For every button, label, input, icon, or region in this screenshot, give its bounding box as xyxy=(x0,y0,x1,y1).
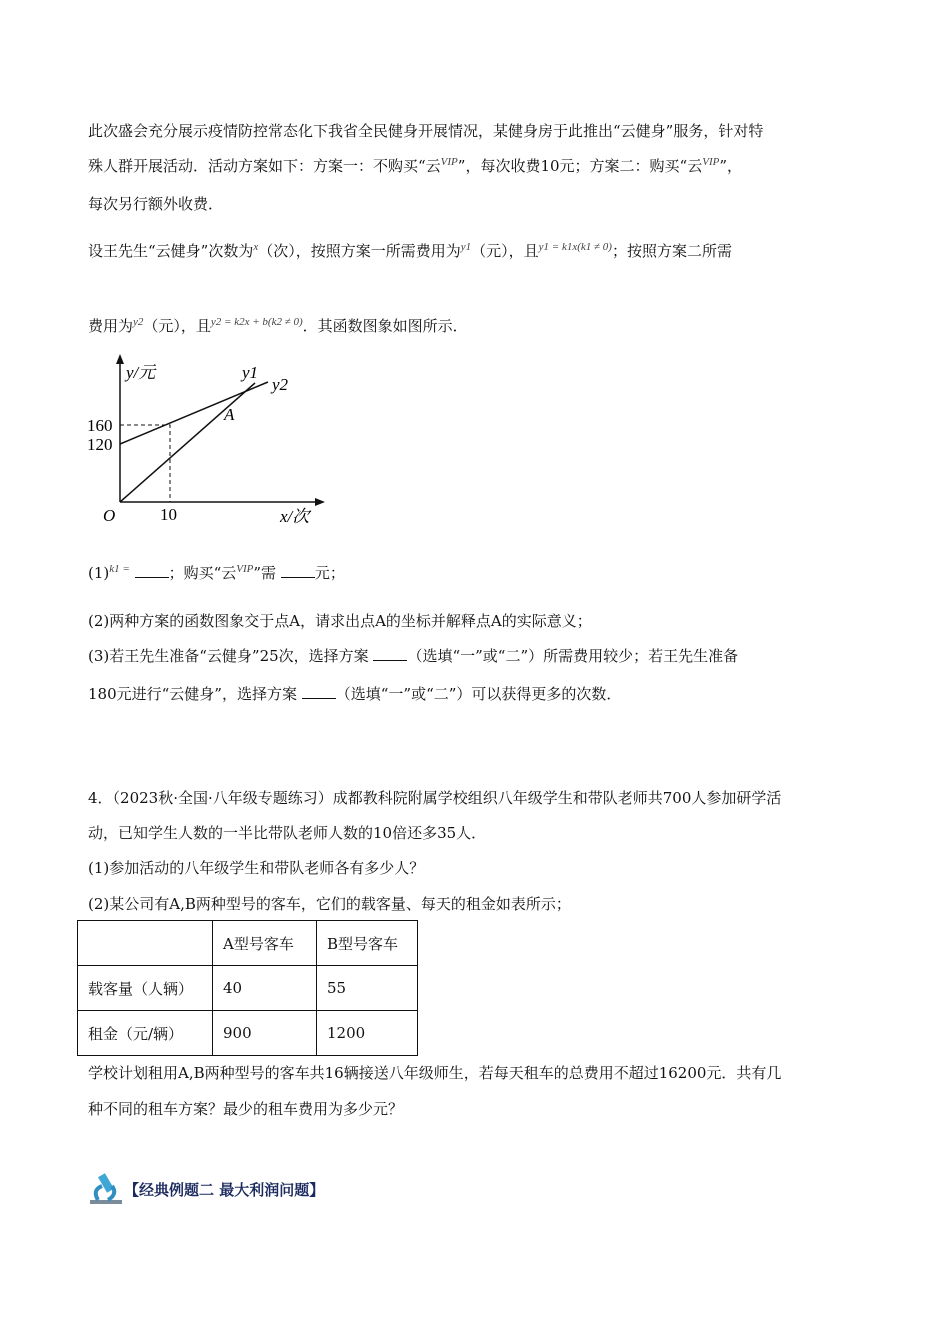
paragraph: (1)参加活动的八年级学生和带队老师各有多少人？ xyxy=(88,859,425,877)
origin-label: O xyxy=(103,506,116,525)
line-y1 xyxy=(120,383,255,502)
question-3: (3)若王先生准备“云健身”25次，选择方案 （选填“一”或“二”）所需费用较少；若王先生准备 xyxy=(88,647,739,665)
paragraph: 殊人群开展活动．活动方案如下：方案一：不购买“云$^{VIP}$”，每次收费10元；方案二：购买“云$^{VIP}$”， xyxy=(88,156,742,175)
tick-160: 160 xyxy=(87,416,113,435)
paragraph: 费用为$^{y2}$（元），且$^{y2 = k2x + b(k2 \ne 0)}$．其函数图象如图所示． xyxy=(88,316,468,335)
dashed-guide xyxy=(120,425,170,502)
paragraph: 每次另行额外收费． xyxy=(88,195,224,213)
paragraph: 设王先生“云健身”次数为$^x$（次），按照方案一所需费用为$^{y1}$（元），且$^{y1 = k1x(k1 \ne 0)}$；按照方案二所需 xyxy=(88,241,732,260)
tick-120: 120 xyxy=(87,435,113,454)
y1-label: y1 xyxy=(242,363,259,382)
paragraph: 4．（2023秋·全国·八年级专题练习）成都教科院附属学校组织八年级学生和带队老师共700人参加研学活 xyxy=(88,789,782,807)
y-axis-label: y/元 xyxy=(126,363,156,382)
paragraph: 动，已知学生人数的一半比带队老师人数的10倍还多35人． xyxy=(88,824,487,842)
microscope-icon xyxy=(88,1172,124,1206)
line-y2 xyxy=(120,382,268,444)
question-1: $(1)^{k1 =}$ ；购买“云$^{VIP}$”需 元； xyxy=(88,563,345,582)
paragraph: (2)某公司有A,B两种型号的客车，它们的载客量、每天的租金如表所示； xyxy=(88,895,571,913)
function-graph xyxy=(0,0,950,540)
tick-10: 10 xyxy=(160,505,177,524)
table-row: 载客量（人辆） 40 55 xyxy=(78,966,418,1011)
x-axis-label: x/次 xyxy=(280,507,310,526)
table-row: 租金（元/辆） 900 1200 xyxy=(78,1011,418,1056)
paragraph: 此次盛会充分展示疫情防控常态化下我省全民健身开展情况，某健身房于此推出“云健身”服务，针对特 xyxy=(88,122,764,140)
bus-table: A型号客车 B型号客车 载客量（人辆） 40 55 租金（元/辆） 900 1200 xyxy=(77,920,418,1056)
y2-label: y2 xyxy=(272,375,289,394)
section-heading: 【经典例题二 最大利润问题】 xyxy=(88,1172,324,1206)
question-2: (2)两种方案的函数图象交于点A，请求出点A的坐标并解释点A的实际意义； xyxy=(88,612,592,630)
question-3-cont: 180元进行“云健身”，选择方案 （选填“一”或“二”）可以获得更多的次数． xyxy=(88,685,622,703)
point-a-label: A xyxy=(224,405,235,424)
paragraph: 学校计划租用A,B两种型号的客车共16辆接送八年级师生，若每天租车的总费用不超过16200元．共有几 xyxy=(88,1064,782,1082)
paragraph: 种不同的租车方案？最少的租车费用为多少元？ xyxy=(88,1100,404,1118)
